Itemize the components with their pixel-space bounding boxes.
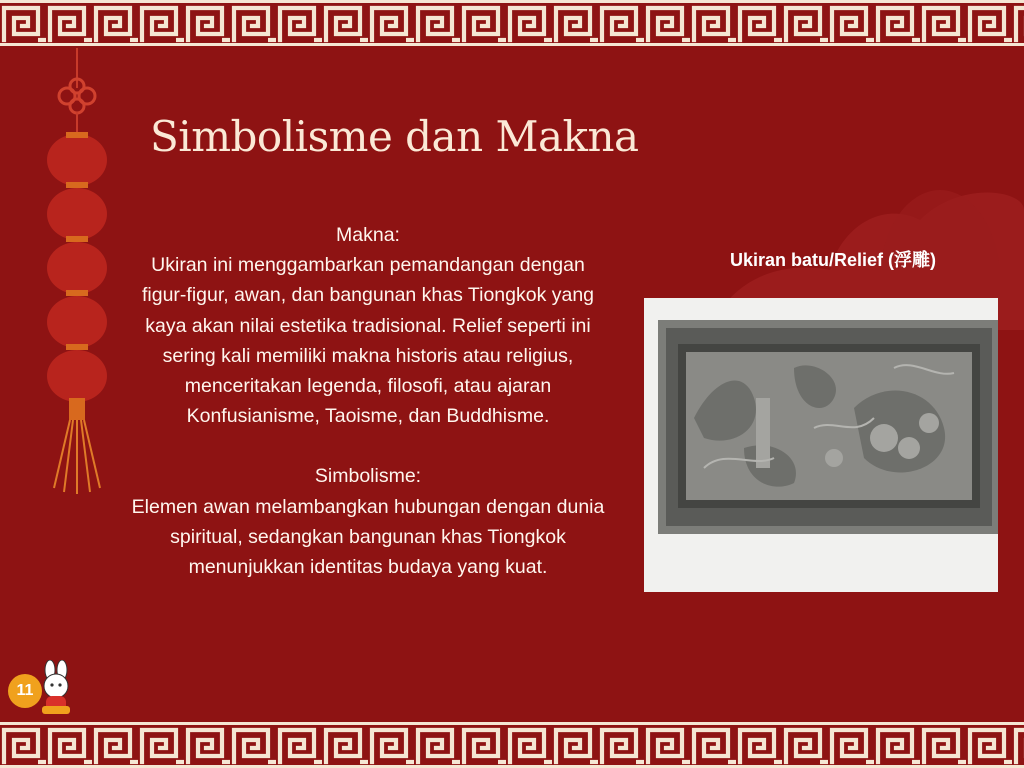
figure-caption: Ukiran batu/Relief (浮雕) [729, 250, 937, 270]
page-title: Simbolisme dan Makna [150, 112, 639, 161]
simbolisme-paragraph: Elemen awan melambangkan hubungan dengan dunia spiritual, sedangkan bangunan khas Tiongkok menunjukkan identitas budaya yang kuat. [131, 495, 605, 579]
top-greek-key-border [0, 0, 1024, 46]
rabbit-mascot-icon [32, 660, 80, 716]
makna-paragraph: Ukiran ini menggambarkan pemandangan dengan figur-figur, awan, dan bangunan khas Tiongkok yang kaya akan nilai estetika tradisional. Relief seperti ini sering kali memiliki makna historis atau religius, menceritakan legenda, filosofi, atau ajaran Konfusianisme, Taoisme, dan Buddhisme. [141, 254, 595, 428]
simbolisme-heading: Simbolisme: [314, 465, 422, 488]
hanging-lantern-icon [40, 48, 114, 498]
stone-relief-image [644, 298, 998, 592]
body-text-block [130, 220, 606, 582]
page-number-badge: 11 [8, 674, 42, 708]
bottom-greek-key-border [0, 722, 1024, 768]
makna-heading: Makna: [336, 224, 400, 246]
